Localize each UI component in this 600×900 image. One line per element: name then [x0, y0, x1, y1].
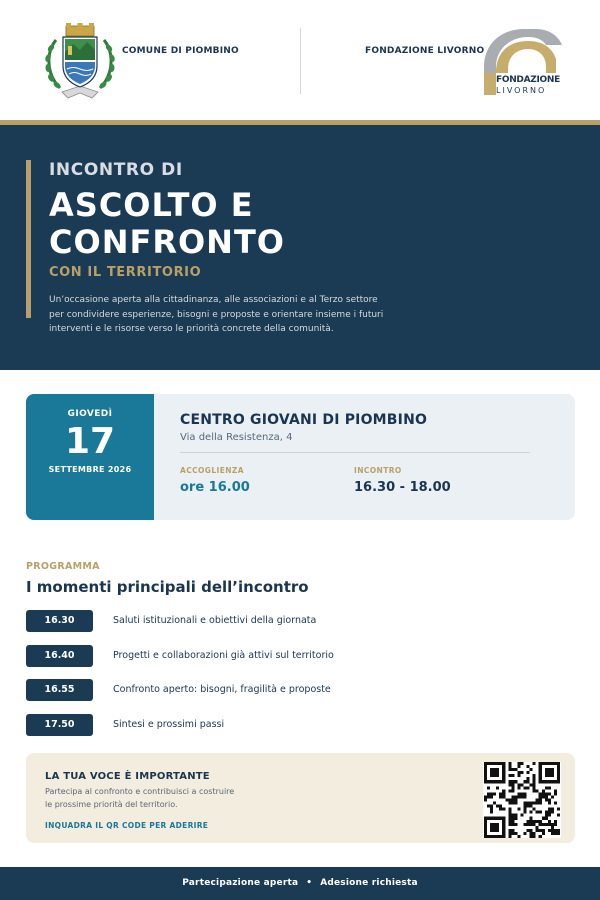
program-item [26, 714, 566, 736]
program-title: I momenti principali dell’incontro [26, 578, 309, 596]
footer-registration-required: Adesione richiesta [320, 878, 418, 888]
qr-call-to-action: INQUADRA IL QR CODE PER ADERIRE [45, 821, 209, 830]
program-time-pill: 16.40 [26, 645, 93, 667]
program-item [26, 645, 566, 667]
venue-name: CENTRO GIOVANI DI PIOMBINO [180, 412, 428, 428]
participation-box [26, 753, 575, 843]
program-item-text: Progetti e collaborazioni già attivi sul territorio [113, 650, 334, 661]
voice-description [45, 786, 265, 811]
event-date-box [26, 394, 154, 520]
header-divider [300, 28, 301, 94]
program-eyebrow: PROGRAMMA [26, 561, 100, 572]
footer-open-participation: Partecipazione aperta [182, 878, 299, 888]
event-weekday: GIOVEDÌ [67, 409, 113, 419]
incontro-label: INCONTRO [354, 466, 402, 475]
footer-bar [0, 867, 600, 900]
program-time-pill: 17.50 [26, 714, 93, 736]
venue-divider [180, 452, 530, 453]
fondazione-logo-wordmark: FONDAZIONE [496, 75, 560, 85]
hero-subtitle: CON IL TERRITORIO [49, 265, 202, 280]
voice-description-line-2: le prossime priorità del territorio. [45, 799, 178, 809]
comune-di-piombino-label: COMUNE DI PIOMBINO [122, 46, 239, 56]
event-day-number: 17 [64, 421, 116, 462]
venue-address: Via della Resistenza, 4 [180, 432, 293, 443]
incontro-time: 16.30 - 18.00 [354, 480, 451, 495]
hero-pre-title: INCONTRO DI [49, 160, 183, 180]
hero-title-line-2: CONFRONTO [49, 223, 285, 261]
program-item [26, 610, 566, 632]
hero-description: Un’occasione aperta alla cittadinanza, alle associazioni e al Terzo settore per condividere esperienze, bisogni e proposte e orientare insieme i futuri interventi e le risorse verso le priorità concrete della comunità. [49, 295, 384, 334]
program-item [26, 679, 566, 701]
event-month-year: SETTEMBRE 2026 [48, 465, 132, 474]
footer-separator: • [306, 878, 313, 888]
voice-title: LA TUA VOCE È IMPORTANTE [45, 771, 210, 782]
program-item-text: Confronto aperto: bisogni, fragilità e proposte [113, 684, 331, 695]
program-time-pill: 16.55 [26, 679, 93, 701]
hero-accent-bar [26, 160, 31, 318]
event-details-card [26, 394, 575, 520]
hero-banner [0, 125, 600, 370]
hero-title-line-1: ASCOLTO E [49, 186, 254, 224]
qr-code-icon[interactable] [483, 762, 561, 838]
accoglienza-label: ACCOGLIENZA [180, 466, 244, 475]
fondazione-logo-city: LIVORNO [496, 86, 547, 95]
voice-description-line-1: Partecipa al confronto e contribuisci a costruire [45, 787, 235, 796]
fondazione-livorno-label: FONDAZIONE LIVORNO [365, 46, 485, 56]
program-item-text: Sintesi e prossimi passi [113, 719, 225, 730]
accoglienza-time: ore 16.00 [180, 480, 250, 495]
program-item-text: Saluti istituzionali e obiettivi della giornata [113, 615, 317, 626]
program-time-pill: 16.30 [26, 610, 93, 632]
header [0, 0, 600, 120]
hero-title [49, 187, 549, 261]
piombino-coat-of-arms-icon [42, 22, 118, 100]
